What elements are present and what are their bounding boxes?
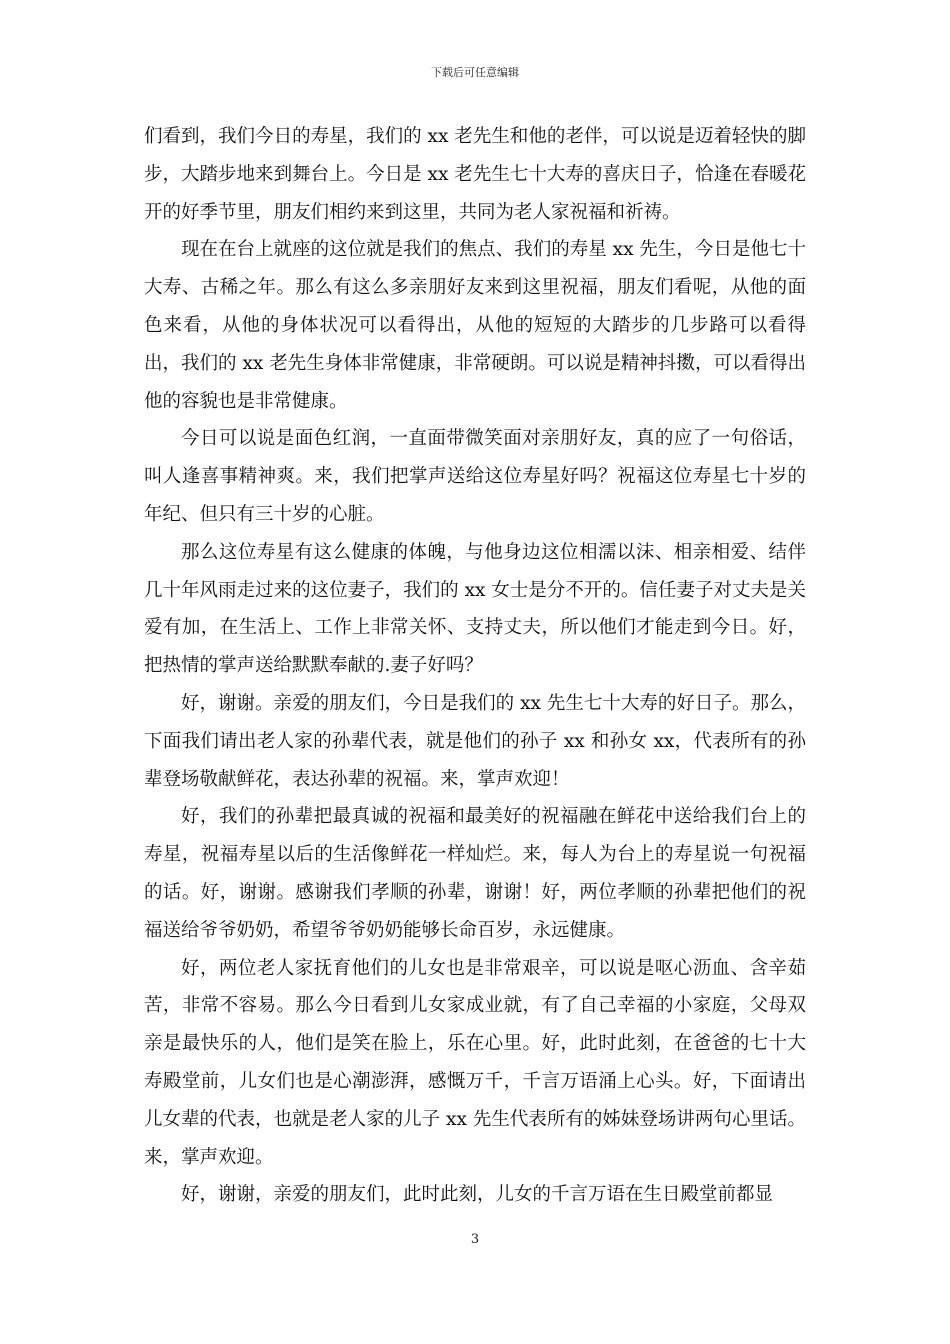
paragraph-5: 好，谢谢。亲爱的朋友们，今日是我们的 xx 先生七十大寿的好日子。那么，下面我们请出老人家的孙辈代表，就是他们的孙子 xx 和孙女 xx，代表所有的孙辈登场敬献鲜花，表达孙辈的祝福。来，掌声欢迎！ [144,692,806,790]
paragraph-1: 们看到，我们今日的寿星，我们的 xx 老先生和他的老伴，可以说是迈着轻快的脚步，大踏步地来到舞台上。今日是 xx 老先生七十大寿的喜庆日子，恰逢在春暖花开的好季节里，朋友们相约来到这里，共同为老人家祝福和祈祷。 [144,126,806,223]
paragraph-3: 今日可以说是面色红润，一直面带微笑面对亲朋好友，真的应了一句俗话，叫人逢喜事精神爽。来，我们把掌声送给这位寿星好吗？祝福这位寿星七十岁的年纪、但只有三十岁的心脏。 [144,428,806,525]
paragraph-2: 现在在台上就座的这位就是我们的焦点、我们的寿星 xx 先生，今日是他七十大寿、古稀之年。那么有这么多亲朋好友来到这里祝福，朋友们看呢，从他的面色来看，从他的身体状况可以看得出，从他的短短的大踏步的几步路可以看得出，我们的 xx 老先生身体非常健康，非常硬朗。可以说是精神抖擞，可以看得出他的容貌也是非常健康。 [144,239,806,412]
paragraph-7: 好，两位老人家抚育他们的儿女也是非常艰辛，可以说是呕心沥血、含辛茹苦，非常不容易。那么今日看到儿女家成业就，有了自己幸福的小家庭，父母双亲是最快乐的人，他们是笑在脸上，乐在心里。好，此时此刻，在爸爸的七十大寿殿堂前，儿女们也是心潮澎湃，感慨万千，千言万语涌上心头。好，下面请出儿女辈的代表，也就是老人家的儿子 xx 先生代表所有的姊妹登场讲两句心里话。来，掌声欢迎。 [144,957,806,1168]
paragraph-6: 好，我们的孙辈把最真诚的祝福和最美好的祝福融在鲜花中送给我们台上的寿星，祝福寿星以后的生活像鲜花一样灿烂。来，每人为台上的寿星说一句祝福的话。好，谢谢。感谢我们孝顺的孙辈，谢谢！好，两位孝顺的孙辈把他们的祝福送给爷爷奶奶，希望爷爷奶奶能够长命百岁，永远健康。 [144,806,806,941]
body-text [144,118,806,1214]
paragraph-8: 好，谢谢，亲爱的朋友们，此时此刻，儿女的千言万语在生日殿堂前都显 [181,1184,774,1206]
page-number: 3 [470,1232,480,1247]
page-header: 下载后可任意编辑 [431,66,519,79]
paragraph-4: 那么这位寿星有这么健康的体魄，与他身边这位相濡以沫、相亲相爱、结伴几十年风雨走过来的这位妻子，我们的 xx 女士是分不开的。信任妻子对丈夫是关爱有加，在生活上、工作上非常关怀、支持丈夫，所以他们才能走到今日。好，把热情的掌声送给默默奉献的.妻子好吗？ [144,541,806,677]
